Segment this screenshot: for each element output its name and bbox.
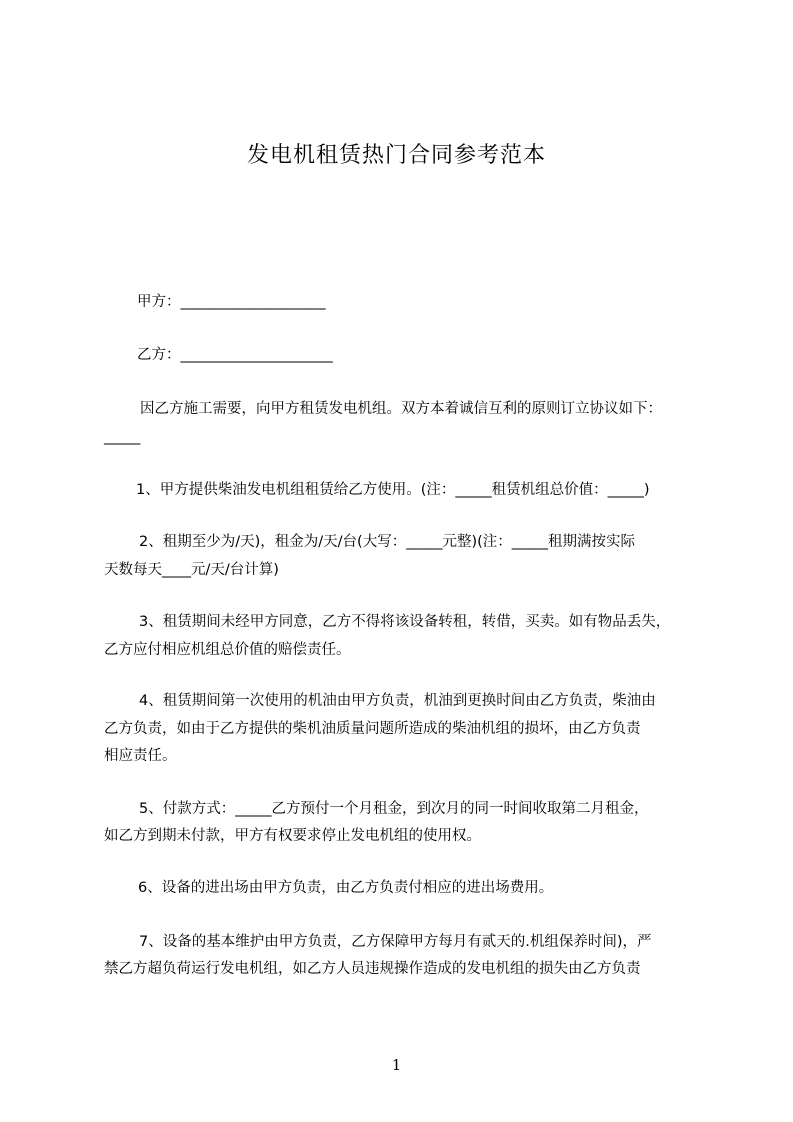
party-b-line: 乙方：_____________________ [137,347,333,363]
clause-7-line-2: 禁乙方超负荷运行发电机组，如乙方人员违规操作造成的发电机组的损失由乙方负责 [104,961,641,977]
clause-3-line-1: 3、租赁期间未经甲方同意，乙方不得将该设备转租，转借，买卖。如有物品丢失， [139,614,671,630]
clause-4-line-2: 乙方负责，如由于乙方提供的柴机油质量问题所造成的柴油机组的损坏，由乙方负责 [104,721,641,737]
party-a-line: 甲方：____________________ [137,294,326,310]
clause-2-line-1: 2、租期至少为/天)，租金为/天/台(大写：_____元整)(注：_____租期满按实际 [139,534,636,550]
clause-4-line-1: 4、租赁期间第一次使用的机油由甲方负责，机油到更换时间由乙方负责，柴油由 [139,693,656,709]
clause-5-line-1: 5、付款方式：_____乙方预付一个月租金，到次月的同一时间收取第二月租金， [139,801,649,817]
clause-3-line-2: 乙方应付相应机组总价值的赔偿责任。 [104,642,351,658]
intro-line-2: _____ [104,429,141,445]
clause-5-line-2: 如乙方到期未付款，甲方有权要求停止发电机组的使用权。 [104,828,481,844]
intro-line-1: 因乙方施工需要，向甲方租赁发电机组。双方本着诚信互利的原则订立协议如下： [140,401,662,417]
clause-2-line-2: 天数每天____元/天/台计算) [104,562,279,578]
clause-4-line-3: 相应责任。 [104,748,177,764]
clause-6-line-1: 6、设备的进出场由甲方负责，由乙方负责付相应的进出场费用。 [138,880,554,896]
clause-7-line-1: 7、设备的基本维护由甲方负责，乙方保障甲方每月有贰天的.机组保养时间)，严 [139,934,652,950]
document-title: 发电机租赁热门合同参考范本 [246,143,546,168]
clause-1-line-1: 1、甲方提供柴油发电机组租赁给乙方使用。(注：_____租赁机组总价值：_____) [136,482,650,498]
page-number: 1 [391,1056,402,1074]
